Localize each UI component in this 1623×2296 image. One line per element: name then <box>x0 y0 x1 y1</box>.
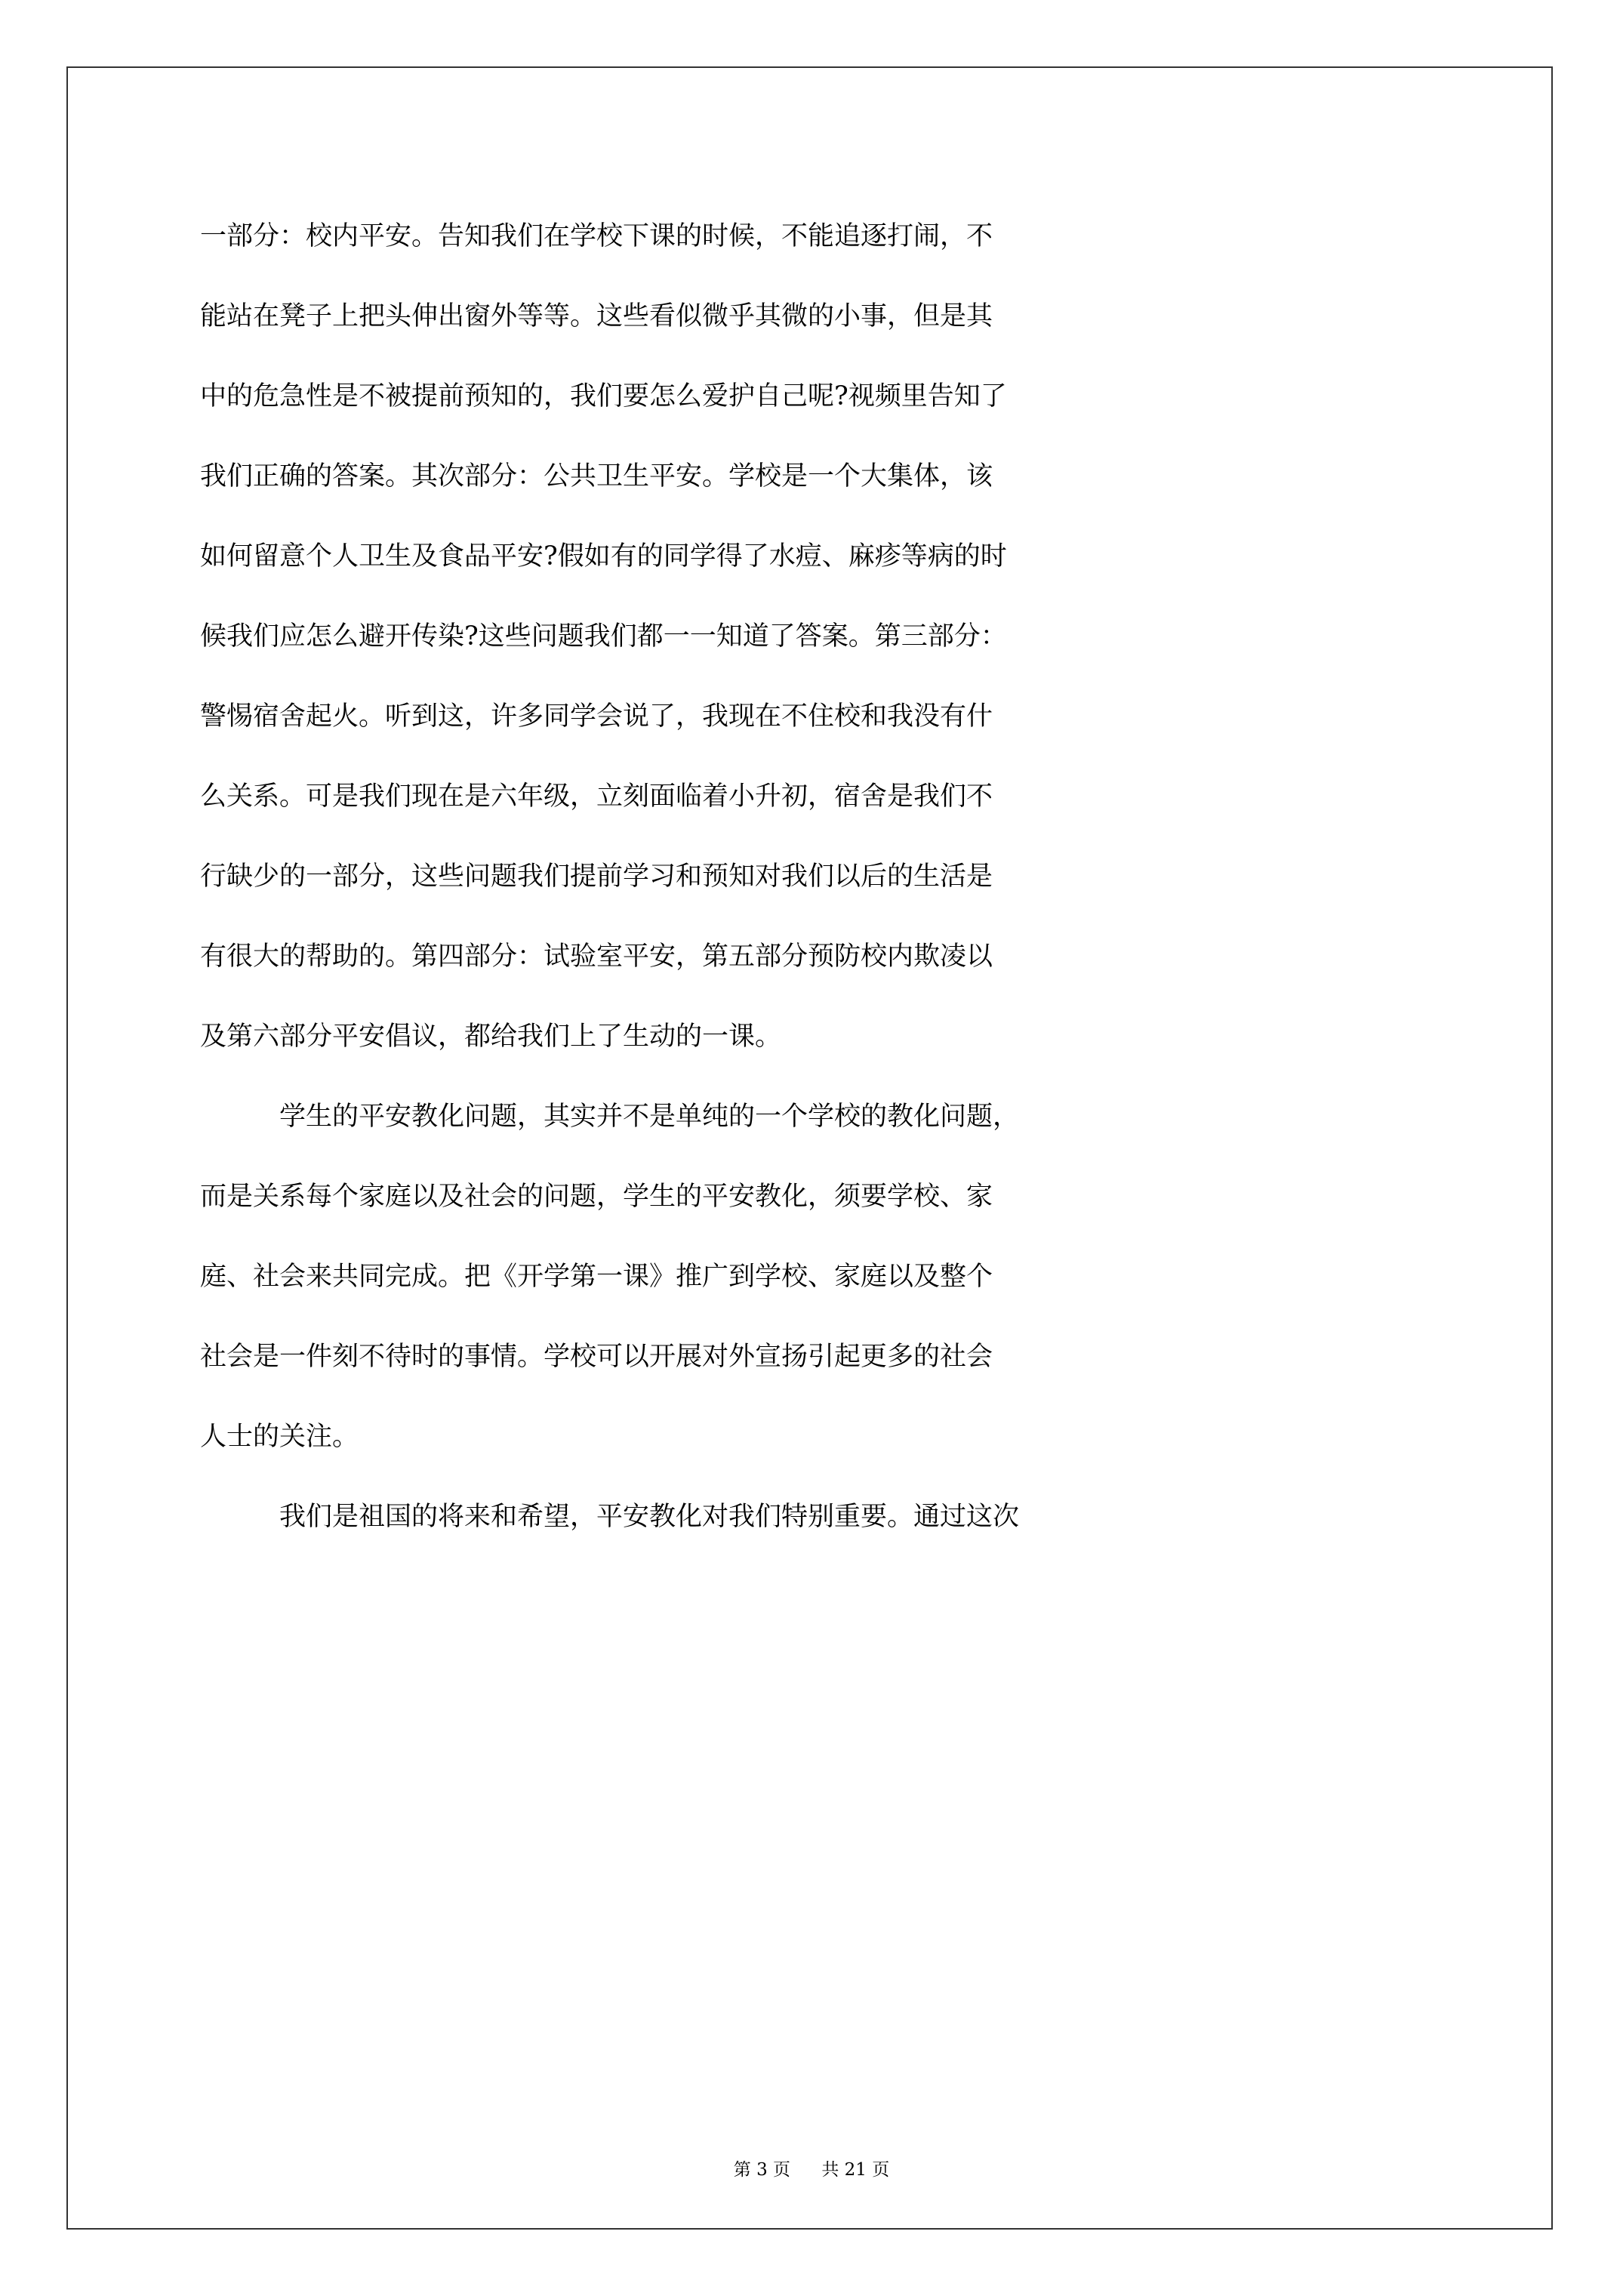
text-line: 人士的关注。 <box>200 1422 359 1452</box>
text-line: 能站在凳子上把头伸出窗外等等。这些看似微乎其微的小事，但是其 <box>200 301 993 331</box>
text-line: 行缺少的一部分，这些问题我们提前学习和预知对我们以后的生活是 <box>200 861 993 892</box>
text-line: 候我们应怎么避开传染?这些问题我们都一一知道了答案。第三部分： <box>200 621 1007 652</box>
page-footer <box>0 2156 1623 2180</box>
text-line: 社会是一件刻不待时的事情。学校可以开展对外宣扬引起更多的社会 <box>200 1342 993 1372</box>
text-line: 一部分：校内平安。告知我们在学校下课的时候，不能追逐打闹，不 <box>200 221 993 251</box>
text-line: 有很大的帮助的。第四部分：试验室平安，第五部分预防校内欺凌以 <box>200 942 993 972</box>
text-line: 我们正确的答案。其次部分：公共卫生平安。学校是一个大集体，该 <box>200 461 993 492</box>
document-body <box>200 223 1423 1584</box>
text-line: 中的危急性是不被提前预知的，我们要怎么爱护自己呢?视频里告知了 <box>200 381 1007 411</box>
page-number-total: 共 21 页 <box>821 2160 890 2180</box>
text-line: 学生的平安教化问题，其实并不是单纯的一个学校的教化问题， <box>279 1102 1020 1132</box>
text-line: 么关系。可是我们现在是六年级，立刻面临着小升初，宿舍是我们不 <box>200 781 993 812</box>
page-number-current: 第 3 页 <box>733 2160 791 2180</box>
text-line: 及第六部分平安倡议，都给我们上了生动的一课。 <box>200 1022 782 1052</box>
text-line: 警惕宿舍起火。听到这，许多同学会说了，我现在不住校和我没有什 <box>200 701 993 732</box>
text-line: 如何留意个人卫生及食品平安?假如有的同学得了水痘、麻疹等病的时 <box>200 541 1007 572</box>
text-line: 庭、社会来共同完成。把《开学第一课》推广到学校、家庭以及整个 <box>200 1262 993 1292</box>
text-line: 我们是祖国的将来和希望，平安教化对我们特别重要。通过这次 <box>279 1502 1020 1532</box>
text-line: 而是关系每个家庭以及社会的问题，学生的平安教化，须要学校、家 <box>200 1182 993 1212</box>
